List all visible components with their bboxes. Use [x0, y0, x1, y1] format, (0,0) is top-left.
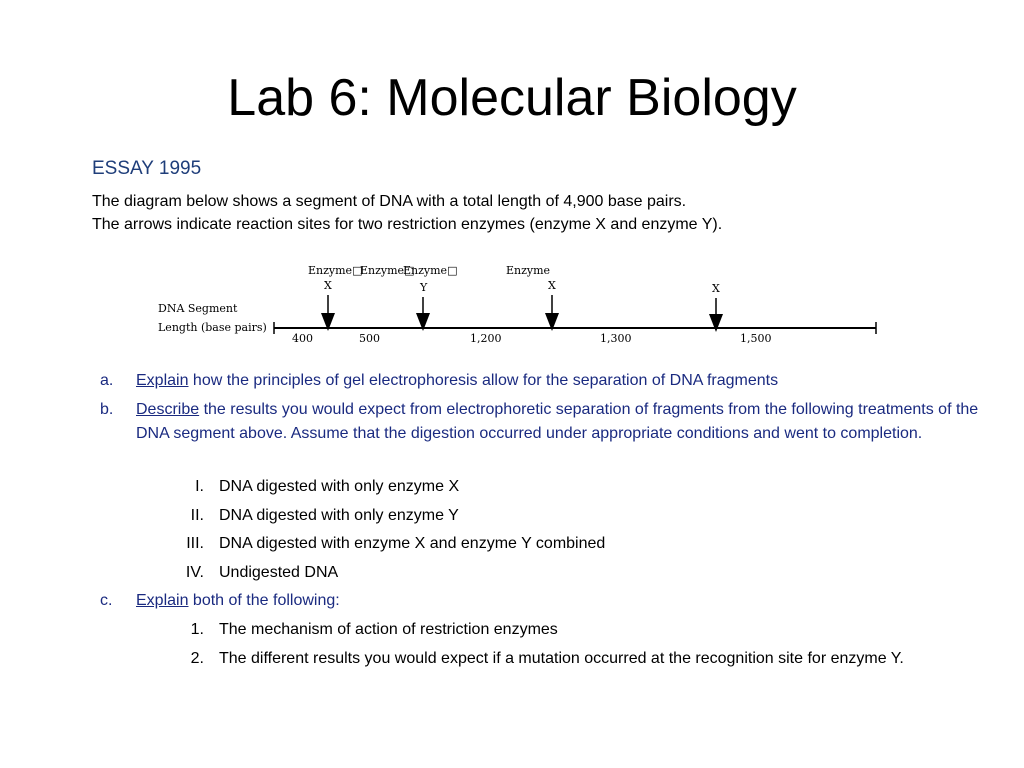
- question-b-item-1: [170, 475, 960, 499]
- site-label-x3: X: [712, 282, 720, 295]
- enzyme-header-4: Enzyme: [506, 264, 551, 277]
- length-1200: 1,200: [470, 332, 502, 345]
- length-400: 400: [292, 332, 313, 345]
- item-text: DNA digested with only enzyme Y: [219, 507, 459, 524]
- item-marker: III.: [186, 535, 204, 552]
- question-a-text: how the principles of gel electrophoresis allow for the separation of DNA fragments: [188, 372, 779, 389]
- question-b-item-2: [170, 504, 960, 528]
- intro-line-2: The arrows indicate reaction sites for two restriction enzymes (enzyme X and enzyme Y).: [92, 216, 723, 233]
- enzyme-header-1: Enzyme□: [308, 264, 363, 277]
- question-c-marker: c.: [100, 592, 113, 609]
- segment-label-1: DNA Segment: [158, 302, 238, 315]
- length-500: 500: [359, 332, 380, 345]
- intro-text: [92, 190, 722, 236]
- segment-label-2: Length (base pairs): [158, 321, 267, 334]
- length-1300: 1,300: [600, 332, 632, 345]
- item-text: The mechanism of action of restriction enzymes: [219, 621, 558, 638]
- question-c: [100, 589, 980, 613]
- arrow-enzyme-x-2: [545, 295, 559, 331]
- question-b: [100, 398, 980, 445]
- site-label-x2: X: [548, 279, 556, 292]
- question-a: [100, 369, 980, 393]
- site-label-x1: X: [324, 279, 332, 292]
- question-c-text: both of the following:: [188, 592, 340, 609]
- arrow-enzyme-x-3: [709, 298, 723, 332]
- item-text: DNA digested with enzyme X and enzyme Y combined: [219, 535, 606, 552]
- item-text: Undigested DNA: [219, 564, 339, 581]
- site-label-y: Y: [420, 281, 428, 294]
- question-a-marker: a.: [100, 372, 114, 389]
- length-1500: 1,500: [740, 332, 772, 345]
- question-c-item-2: [170, 647, 960, 671]
- item-marker: 1.: [190, 621, 204, 638]
- item-text: The different results you would expect if a mutation occurred at the recognition site for enzyme Y.: [219, 650, 904, 667]
- question-b-text: the results you would expect from electrophoretic separation of fragments from the following treatments of the DNA segment above. Assume that the digestion occurred under appropriate conditions and went to completion.: [136, 401, 979, 442]
- question-c-item-1: [170, 618, 960, 642]
- enzyme-header-2: Enzyme□: [360, 264, 415, 277]
- dna-restriction-diagram: [0, 255, 1024, 355]
- question-b-item-3: [170, 532, 960, 556]
- item-marker: I.: [195, 478, 204, 495]
- essay-heading: ESSAY 1995: [92, 158, 202, 179]
- item-marker: 2.: [190, 650, 204, 667]
- question-b-verb: Describe: [136, 401, 200, 418]
- item-marker: IV.: [185, 564, 204, 581]
- question-b-item-4: [170, 561, 960, 585]
- item-marker: II.: [190, 507, 204, 524]
- arrow-enzyme-y: [416, 297, 430, 331]
- intro-line-1: The diagram below shows a segment of DNA with a total length of 4,900 base pairs.: [92, 193, 687, 210]
- arrow-enzyme-x-1: [321, 295, 335, 331]
- slide-title: Lab 6: Molecular Biology: [227, 69, 797, 127]
- question-c-verb: Explain: [136, 592, 189, 609]
- question-a-verb: Explain: [136, 372, 189, 389]
- item-text: DNA digested with only enzyme X: [219, 478, 460, 495]
- enzyme-header-3: Enzyme□: [403, 264, 458, 277]
- question-b-marker: b.: [100, 401, 114, 418]
